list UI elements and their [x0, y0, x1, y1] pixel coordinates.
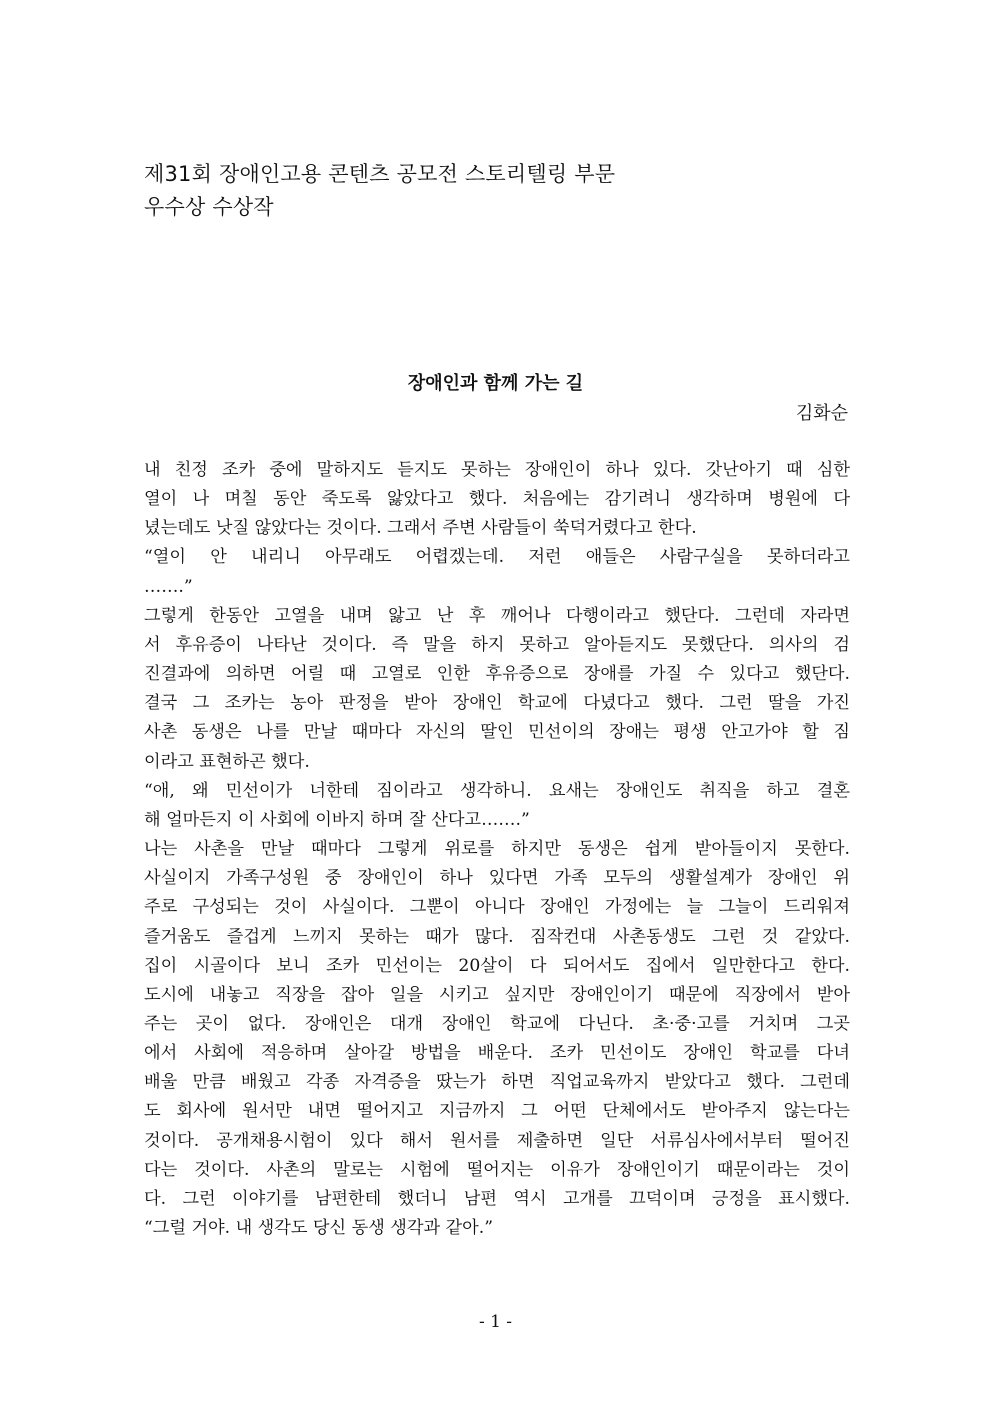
- body-line: 서 후유증이 나타난 것이다. 즉 말을 하지 못하고 알아듣지도 못했단다. 의사의 검: [144, 634, 850, 655]
- body-line: 즐거움도 즐겁게 느끼지 못하는 때가 많다. 짐작컨대 사촌동생도 그런 것 같았다.: [144, 926, 850, 947]
- body-line: “열이 안 내리니 아무래도 어렵겠는데. 저런 애들은 사람구실을 못하더라고: [144, 547, 850, 568]
- body-line: 결국 그 조카는 농아 판정을 받아 장애인 학교에 다녔다고 했다. 그런 딸을 가진: [144, 693, 850, 714]
- story-title: 장애인과 함께 가는 길: [407, 373, 584, 394]
- body-line: 주는 곳이 없다. 장애인은 대개 장애인 학교에 다닌다. 초·중·고를 거치며 그곳: [144, 1013, 850, 1034]
- body-line: 해 얼마든지 이 사회에 이바지 하며 잘 산다고…….”: [144, 809, 530, 830]
- body-line: 에서 사회에 적응하며 살아갈 방법을 배운다. 조카 민선이도 장애인 학교를 다녀: [144, 1043, 850, 1064]
- body-line: 도시에 내놓고 직장을 잡아 일을 시키고 싶지만 장애인이기 때문에 직장에서 받아: [144, 984, 850, 1005]
- body-line: 진결과에 의하면 어릴 때 고열로 인한 후유증으로 장애를 가질 수 있다고 했단다.: [144, 664, 850, 685]
- body-line: 열이 나 며칠 동안 죽도록 앓았다고 했다. 처음에는 감기려니 생각하며 병원에 다: [144, 489, 850, 510]
- author-name: 김화순: [795, 403, 848, 424]
- body-line: 그렇게 한동안 고열을 내며 앓고 난 후 깨어나 다행이라고 했단다. 그런데 자라면: [144, 605, 850, 626]
- story-body: [144, 456, 850, 1243]
- body-line: 내 친정 조카 중에 말하지도 듣지도 못하는 장애인이 하나 있다. 갓난아기 때 심한: [144, 460, 850, 480]
- body-line: 이라고 표현하곤 했다.: [144, 751, 310, 772]
- body-line: 다는 것이다. 사촌의 말로는 시험에 떨어지는 이유가 장애인이기 때문이라는 것이: [144, 1159, 850, 1180]
- document-header: [144, 158, 615, 224]
- award-label: 우수상 수상작: [144, 195, 274, 219]
- body-line: 주로 구성되는 것이 사실이다. 그뿐이 아니다 장애인 가정에는 늘 그늘이 드리워져: [144, 897, 850, 918]
- body-line: 사실이지 가족구성원 중 장애인이 하나 있다면 가족 모두의 생활설계가 장애인 위: [144, 868, 850, 889]
- body-line: 나는 사촌을 만날 때마다 그렇게 위로를 하지만 동생은 쉽게 받아들이지 못한다.: [144, 839, 850, 860]
- body-line: 다. 그런 이야기를 남편한테 했더니 남편 역시 고개를 끄덕이며 긍정을 표시했다.: [144, 1188, 850, 1209]
- body-line: “그럴 거야. 내 생각도 당신 동생 생각과 같아.”: [144, 1218, 493, 1239]
- body-line: “애, 왜 민선이가 너한테 짐이라고 생각하니. 요새는 장애인도 취직을 하고 결혼: [144, 780, 850, 801]
- page-number: - 1 -: [478, 1312, 513, 1332]
- body-line: 사촌 동생은 나를 만날 때마다 자신의 딸인 민선이의 장애는 평생 안고가야 할 짐: [144, 722, 850, 743]
- body-line: 집이 시골이다 보니 조카 민선이는 20살이 다 되어서도 집에서 일만한다고 한다.: [144, 955, 850, 976]
- body-line: 배울 만큼 배웠고 각종 자격증을 땄는가 하면 직업교육까지 받았다고 했다. 그런데: [144, 1072, 850, 1093]
- contest-title: 제31회 장애인고용 콘텐츠 공모전 스토리텔링 부문: [144, 162, 616, 186]
- body-line: 것이다. 공개채용시험이 있다 해서 원서를 제출하면 일단 서류심사에서부터 떨어진: [144, 1130, 850, 1151]
- body-line: 녔는데도 낫질 않았다는 것이다. 그래서 주변 사람들이 쑥덕거렸다고 한다.: [144, 518, 697, 539]
- body-line: 도 회사에 원서만 내면 떨어지고 지금까지 그 어떤 단체에서도 받아주지 않는다는: [144, 1101, 850, 1122]
- body-line: …….”: [144, 576, 193, 597]
